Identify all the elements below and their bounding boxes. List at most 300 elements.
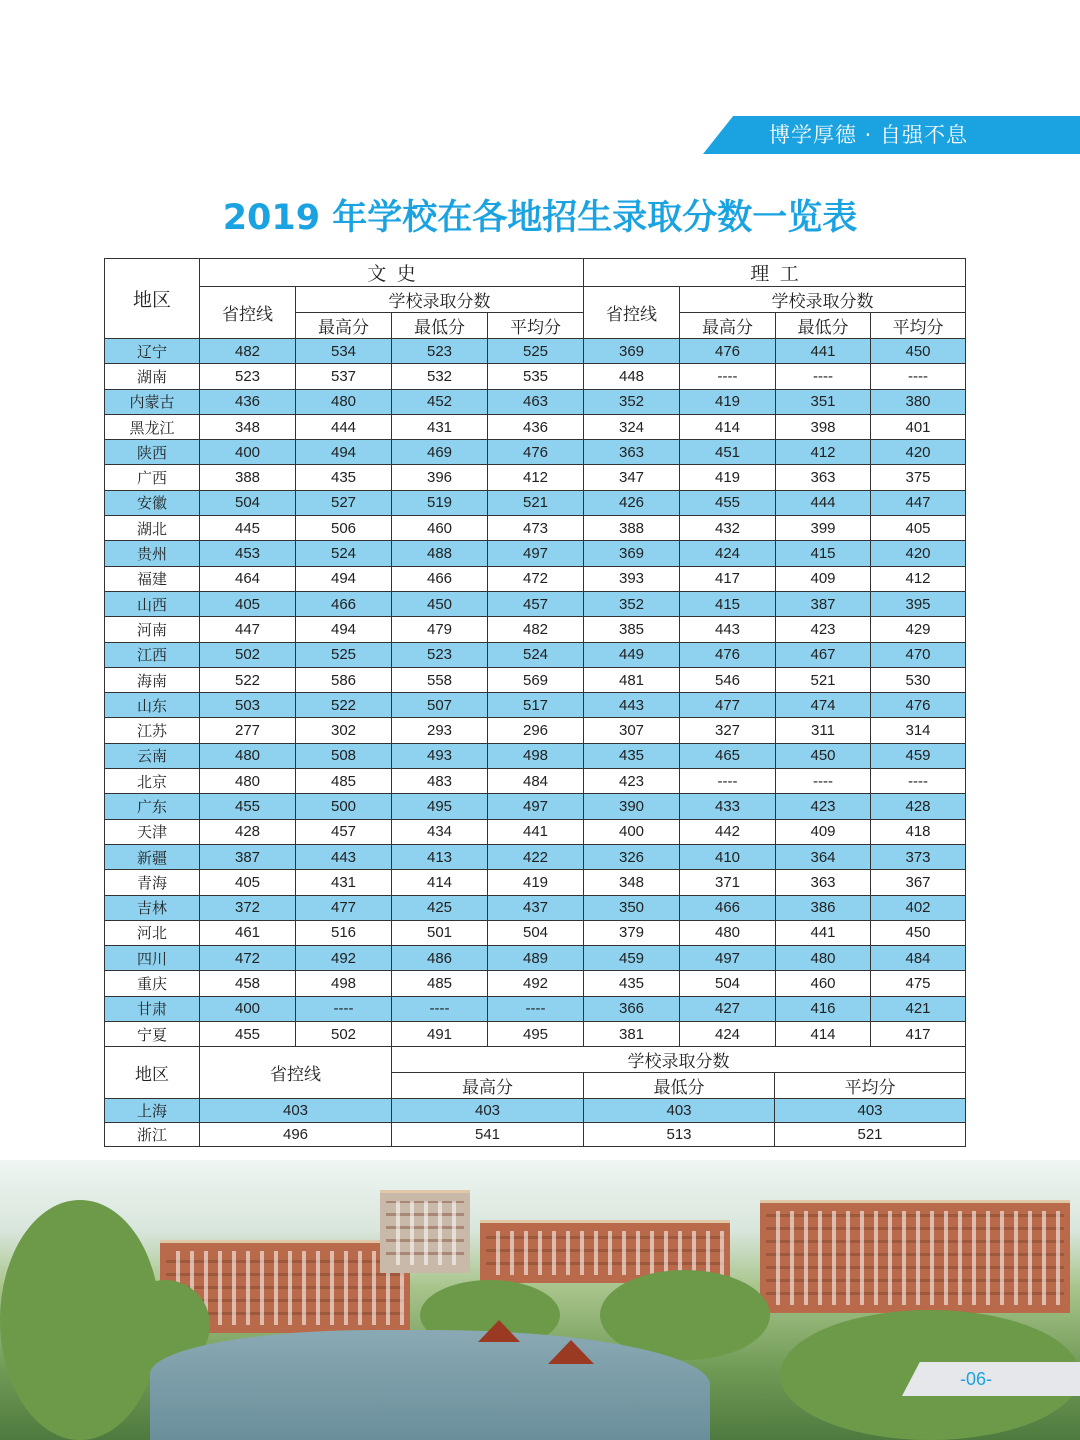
score-cell: 530 [871, 667, 966, 692]
table-row [105, 920, 966, 945]
region-cell: 河北 [105, 920, 200, 945]
score-cell: 364 [776, 844, 871, 869]
domed-building [380, 1190, 470, 1273]
score-cell: 443 [296, 844, 392, 869]
score-cell: 415 [776, 541, 871, 566]
table-row [105, 718, 966, 743]
score-cell: 396 [392, 465, 488, 490]
region-cell: 山西 [105, 591, 200, 616]
table-row [105, 996, 966, 1021]
score-cell: 525 [296, 642, 392, 667]
region-header-2: 地区 [105, 1047, 200, 1099]
score-cell: 493 [392, 743, 488, 768]
score-cell: 500 [296, 794, 392, 819]
score-cell: 449 [584, 642, 680, 667]
table-row [105, 490, 966, 515]
score-cell: 458 [200, 971, 296, 996]
score-cell: 480 [200, 743, 296, 768]
table-row [105, 591, 966, 616]
table-row [105, 895, 966, 920]
region-cell: 吉林 [105, 895, 200, 920]
score-cell: 461 [200, 920, 296, 945]
table-row [105, 1022, 966, 1047]
region-cell: 宁夏 [105, 1022, 200, 1047]
score-cell: 476 [680, 339, 776, 364]
score-cell: 302 [296, 718, 392, 743]
score-cell: 414 [776, 1022, 871, 1047]
score-cell: 502 [296, 1022, 392, 1047]
score-cell: 522 [200, 667, 296, 692]
score-cell: 504 [488, 920, 584, 945]
score-cell: 436 [488, 414, 584, 439]
score-cell: 431 [296, 870, 392, 895]
ligong-provincial-line-header: 省控线 [584, 287, 680, 339]
score-cell: 450 [776, 743, 871, 768]
score-cell: 435 [584, 743, 680, 768]
score-cell: 452 [392, 389, 488, 414]
score-cell: 501 [392, 920, 488, 945]
score-cell: 379 [584, 920, 680, 945]
score-cell: 466 [680, 895, 776, 920]
table-row [105, 516, 966, 541]
score-cell: 508 [296, 743, 392, 768]
score-cell: 494 [296, 566, 392, 591]
score-cell: 307 [584, 718, 680, 743]
table-row [105, 566, 966, 591]
score-cell: 558 [392, 667, 488, 692]
score-cell: 372 [200, 895, 296, 920]
score-cell: 480 [200, 769, 296, 794]
region-cell: 四川 [105, 946, 200, 971]
score-cell: 405 [200, 591, 296, 616]
table-row [105, 465, 966, 490]
score-cell: 387 [200, 844, 296, 869]
score-cell: 409 [776, 566, 871, 591]
score-cell: 495 [488, 1022, 584, 1047]
score-cell: 277 [200, 718, 296, 743]
score-cell: 448 [584, 364, 680, 389]
score-cell: 403 [775, 1099, 966, 1123]
score-cell: 399 [776, 516, 871, 541]
score-cell: 506 [296, 516, 392, 541]
ligong-min-header: 最低分 [776, 313, 871, 339]
score-cell: 445 [200, 516, 296, 541]
score-cell: 388 [584, 516, 680, 541]
score-cell: 366 [584, 996, 680, 1021]
table-row [105, 844, 966, 869]
provincial-line-header-2: 省控线 [200, 1047, 392, 1099]
score-cell: 400 [200, 440, 296, 465]
score-cell: 522 [296, 693, 392, 718]
score-cell: 450 [392, 591, 488, 616]
score-cell: 314 [871, 718, 966, 743]
score-cell: 460 [392, 516, 488, 541]
region-cell: 甘肃 [105, 996, 200, 1021]
score-cell: 401 [871, 414, 966, 439]
score-cell: 369 [584, 541, 680, 566]
score-cell: ---- [680, 769, 776, 794]
table-row [105, 769, 966, 794]
score-cell: 432 [680, 516, 776, 541]
wenshi-header: 文 史 [200, 259, 584, 287]
score-cell: 516 [296, 920, 392, 945]
table-row [105, 971, 966, 996]
score-cell: 419 [680, 465, 776, 490]
score-cell: 465 [680, 743, 776, 768]
score-cell: 367 [871, 870, 966, 895]
score-cell: 431 [392, 414, 488, 439]
score-cell: 497 [488, 794, 584, 819]
score-cell: 421 [871, 996, 966, 1021]
score-cell: 419 [680, 389, 776, 414]
score-cell: 470 [871, 642, 966, 667]
score-cell: 483 [392, 769, 488, 794]
score-cell: ---- [488, 996, 584, 1021]
region-cell: 河南 [105, 617, 200, 642]
score-cell: 348 [200, 414, 296, 439]
score-cell: 441 [776, 339, 871, 364]
score-cell: 420 [871, 440, 966, 465]
score-cell: 412 [871, 566, 966, 591]
score-cell: 455 [200, 1022, 296, 1047]
score-cell: 429 [871, 617, 966, 642]
region-cell: 广西 [105, 465, 200, 490]
score-cell: 532 [392, 364, 488, 389]
score-cell: 453 [200, 541, 296, 566]
table-body-2 [105, 1099, 966, 1147]
region-cell: 江苏 [105, 718, 200, 743]
score-cell: 498 [296, 971, 392, 996]
region-cell: 青海 [105, 870, 200, 895]
score-cell: 436 [200, 389, 296, 414]
score-cell: 497 [680, 946, 776, 971]
score-cell: 482 [200, 339, 296, 364]
score-cell: 373 [871, 844, 966, 869]
score-cell: 424 [680, 1022, 776, 1047]
score-cell: 459 [584, 946, 680, 971]
score-cell: 415 [680, 591, 776, 616]
score-cell: 463 [488, 389, 584, 414]
score-cell: 466 [392, 566, 488, 591]
score-cell: 400 [200, 996, 296, 1021]
score-cell: 586 [296, 667, 392, 692]
score-cell: 412 [776, 440, 871, 465]
score-cell: 485 [392, 971, 488, 996]
score-cell: 525 [488, 339, 584, 364]
score-cell: 375 [871, 465, 966, 490]
ligong-max-header: 最高分 [680, 313, 776, 339]
school-scores-header-2: 学校录取分数 [392, 1047, 966, 1073]
score-cell: 524 [488, 642, 584, 667]
table-row [105, 743, 966, 768]
table-row [105, 667, 966, 692]
score-cell: ---- [296, 996, 392, 1021]
score-cell: 351 [776, 389, 871, 414]
max-header-2: 最高分 [392, 1073, 584, 1099]
pond [150, 1330, 710, 1440]
table-body [105, 339, 966, 1047]
score-cell: 423 [776, 794, 871, 819]
score-cell: 451 [680, 440, 776, 465]
score-cell: 417 [871, 1022, 966, 1047]
score-cell: 427 [680, 996, 776, 1021]
score-cell: 425 [392, 895, 488, 920]
page-number: -06- [960, 1369, 993, 1389]
avg-header-2: 平均分 [775, 1073, 966, 1099]
wenshi-avg-header: 平均分 [488, 313, 584, 339]
score-cell: 472 [488, 566, 584, 591]
score-cell: 443 [680, 617, 776, 642]
score-cell: 479 [392, 617, 488, 642]
score-cell: 443 [584, 693, 680, 718]
score-cell: 405 [200, 870, 296, 895]
score-cell: 410 [680, 844, 776, 869]
score-cell: 476 [680, 642, 776, 667]
score-cell: 296 [488, 718, 584, 743]
score-cell: 457 [296, 819, 392, 844]
region-cell: 黑龙江 [105, 414, 200, 439]
score-cell: 311 [776, 718, 871, 743]
score-cell: 480 [680, 920, 776, 945]
table-row [105, 1123, 966, 1147]
table-row [105, 1099, 966, 1123]
region-cell: 浙江 [105, 1123, 200, 1147]
score-cell: 492 [296, 946, 392, 971]
score-cell: 569 [488, 667, 584, 692]
score-cell: 527 [296, 490, 392, 515]
table-row [105, 870, 966, 895]
region-cell: 江西 [105, 642, 200, 667]
score-cell: 488 [392, 541, 488, 566]
table-row [105, 339, 966, 364]
region-cell: 陕西 [105, 440, 200, 465]
score-cell: ---- [680, 364, 776, 389]
score-cell: 395 [871, 591, 966, 616]
score-cell: 523 [392, 339, 488, 364]
score-cell: 447 [871, 490, 966, 515]
score-cell: 403 [392, 1099, 584, 1123]
score-cell: 414 [680, 414, 776, 439]
score-cell: 457 [488, 591, 584, 616]
region-cell: 湖南 [105, 364, 200, 389]
region-cell: 天津 [105, 819, 200, 844]
score-cell: 455 [680, 490, 776, 515]
score-cell: 447 [200, 617, 296, 642]
table-row [105, 364, 966, 389]
score-cell: 484 [488, 769, 584, 794]
score-cell: 467 [776, 642, 871, 667]
table-row [105, 440, 966, 465]
score-cell: 433 [680, 794, 776, 819]
score-cell: 327 [680, 718, 776, 743]
table-row [105, 693, 966, 718]
score-cell: 437 [488, 895, 584, 920]
score-cell: 348 [584, 870, 680, 895]
score-cell: 485 [296, 769, 392, 794]
score-cell: 521 [775, 1123, 966, 1147]
score-cell: 473 [488, 516, 584, 541]
score-cell: 409 [776, 819, 871, 844]
score-cell: 521 [776, 667, 871, 692]
score-cell: 419 [488, 870, 584, 895]
score-cell: 423 [776, 617, 871, 642]
score-cell: 484 [871, 946, 966, 971]
score-cell: 428 [200, 819, 296, 844]
score-cell: 481 [584, 667, 680, 692]
score-cell: 523 [200, 364, 296, 389]
score-cell: 442 [680, 819, 776, 844]
score-cell: 504 [680, 971, 776, 996]
score-cell: 450 [871, 339, 966, 364]
score-cell: 491 [392, 1022, 488, 1047]
score-cell: 326 [584, 844, 680, 869]
score-cell: 324 [584, 414, 680, 439]
score-cell: 502 [200, 642, 296, 667]
score-cell: 352 [584, 591, 680, 616]
wenshi-min-header: 最低分 [392, 313, 488, 339]
score-cell: 524 [296, 541, 392, 566]
score-cell: 472 [200, 946, 296, 971]
table-row [105, 946, 966, 971]
region-cell: 湖北 [105, 516, 200, 541]
score-cell: 494 [296, 440, 392, 465]
score-cell: 444 [296, 414, 392, 439]
score-cell: 293 [392, 718, 488, 743]
score-cell: 423 [584, 769, 680, 794]
score-cell: 480 [776, 946, 871, 971]
score-cell: 476 [871, 693, 966, 718]
score-cell: 498 [488, 743, 584, 768]
score-cell: ---- [392, 996, 488, 1021]
score-cell: 507 [392, 693, 488, 718]
score-cell: ---- [871, 364, 966, 389]
score-cell: 450 [871, 920, 966, 945]
score-cell: 347 [584, 465, 680, 490]
region-cell: 云南 [105, 743, 200, 768]
min-header-2: 最低分 [584, 1073, 775, 1099]
score-cell: 460 [776, 971, 871, 996]
score-cell: 424 [680, 541, 776, 566]
region-cell: 贵州 [105, 541, 200, 566]
score-cell: 435 [296, 465, 392, 490]
region-cell: 广东 [105, 794, 200, 819]
admission-scores-table [104, 258, 966, 1047]
score-cell: 537 [296, 364, 392, 389]
score-cell: ---- [776, 769, 871, 794]
score-cell: 444 [776, 490, 871, 515]
score-cell: 388 [200, 465, 296, 490]
score-cell: 426 [584, 490, 680, 515]
score-cell: 477 [680, 693, 776, 718]
score-cell: 363 [584, 440, 680, 465]
score-cell: 393 [584, 566, 680, 591]
score-cell: 387 [776, 591, 871, 616]
score-cell: 414 [392, 870, 488, 895]
score-cell: 441 [776, 920, 871, 945]
score-cell: 350 [584, 895, 680, 920]
score-cell: 402 [871, 895, 966, 920]
region-cell: 重庆 [105, 971, 200, 996]
score-cell: 477 [296, 895, 392, 920]
score-cell: ---- [871, 769, 966, 794]
score-cell: 418 [871, 819, 966, 844]
score-cell: 412 [488, 465, 584, 490]
score-cell: 496 [200, 1123, 392, 1147]
score-cell: 386 [776, 895, 871, 920]
ligong-avg-header: 平均分 [871, 313, 966, 339]
page-title: 2019 年学校在各地招生录取分数一览表 [222, 198, 858, 238]
score-cell: 398 [776, 414, 871, 439]
region-cell: 新疆 [105, 844, 200, 869]
ligong-school-scores-header: 学校录取分数 [680, 287, 966, 313]
score-cell: 420 [871, 541, 966, 566]
region-cell: 福建 [105, 566, 200, 591]
score-cell: 521 [488, 490, 584, 515]
wenshi-max-header: 最高分 [296, 313, 392, 339]
score-cell: 466 [296, 591, 392, 616]
table-row [105, 617, 966, 642]
score-cell: 455 [200, 794, 296, 819]
score-cell: 517 [488, 693, 584, 718]
wenshi-school-scores-header: 学校录取分数 [296, 287, 584, 313]
score-cell: 400 [584, 819, 680, 844]
region-cell: 上海 [105, 1099, 200, 1123]
library-building [760, 1200, 1070, 1313]
score-cell: 541 [392, 1123, 584, 1147]
score-cell: 435 [584, 971, 680, 996]
score-cell: 535 [488, 364, 584, 389]
wenshi-provincial-line-header: 省控线 [200, 287, 296, 339]
ligong-header: 理 工 [584, 259, 966, 287]
region-cell: 北京 [105, 769, 200, 794]
score-cell: 363 [776, 465, 871, 490]
score-cell: 390 [584, 794, 680, 819]
score-cell: 474 [776, 693, 871, 718]
score-cell: 504 [200, 490, 296, 515]
score-cell: 497 [488, 541, 584, 566]
score-cell: 464 [200, 566, 296, 591]
score-cell: 492 [488, 971, 584, 996]
score-cell: 519 [392, 490, 488, 515]
score-cell: 534 [296, 339, 392, 364]
score-cell: 482 [488, 617, 584, 642]
region-cell: 海南 [105, 667, 200, 692]
score-cell: 363 [776, 870, 871, 895]
merged-scores-table [104, 1046, 966, 1147]
score-cell: 513 [584, 1123, 775, 1147]
score-cell: 369 [584, 339, 680, 364]
score-cell: 413 [392, 844, 488, 869]
region-cell: 辽宁 [105, 339, 200, 364]
score-cell: 352 [584, 389, 680, 414]
score-cell: 403 [584, 1099, 775, 1123]
score-cell: 503 [200, 693, 296, 718]
score-cell: 385 [584, 617, 680, 642]
table-row [105, 389, 966, 414]
score-cell: 428 [871, 794, 966, 819]
score-cell: 480 [296, 389, 392, 414]
score-cell: 475 [871, 971, 966, 996]
score-cell: 459 [871, 743, 966, 768]
score-cell: 486 [392, 946, 488, 971]
score-cell: 381 [584, 1022, 680, 1047]
score-cell: 546 [680, 667, 776, 692]
table-row [105, 819, 966, 844]
table-row [105, 414, 966, 439]
score-cell: ---- [776, 364, 871, 389]
score-cell: 494 [296, 617, 392, 642]
score-cell: 380 [871, 389, 966, 414]
